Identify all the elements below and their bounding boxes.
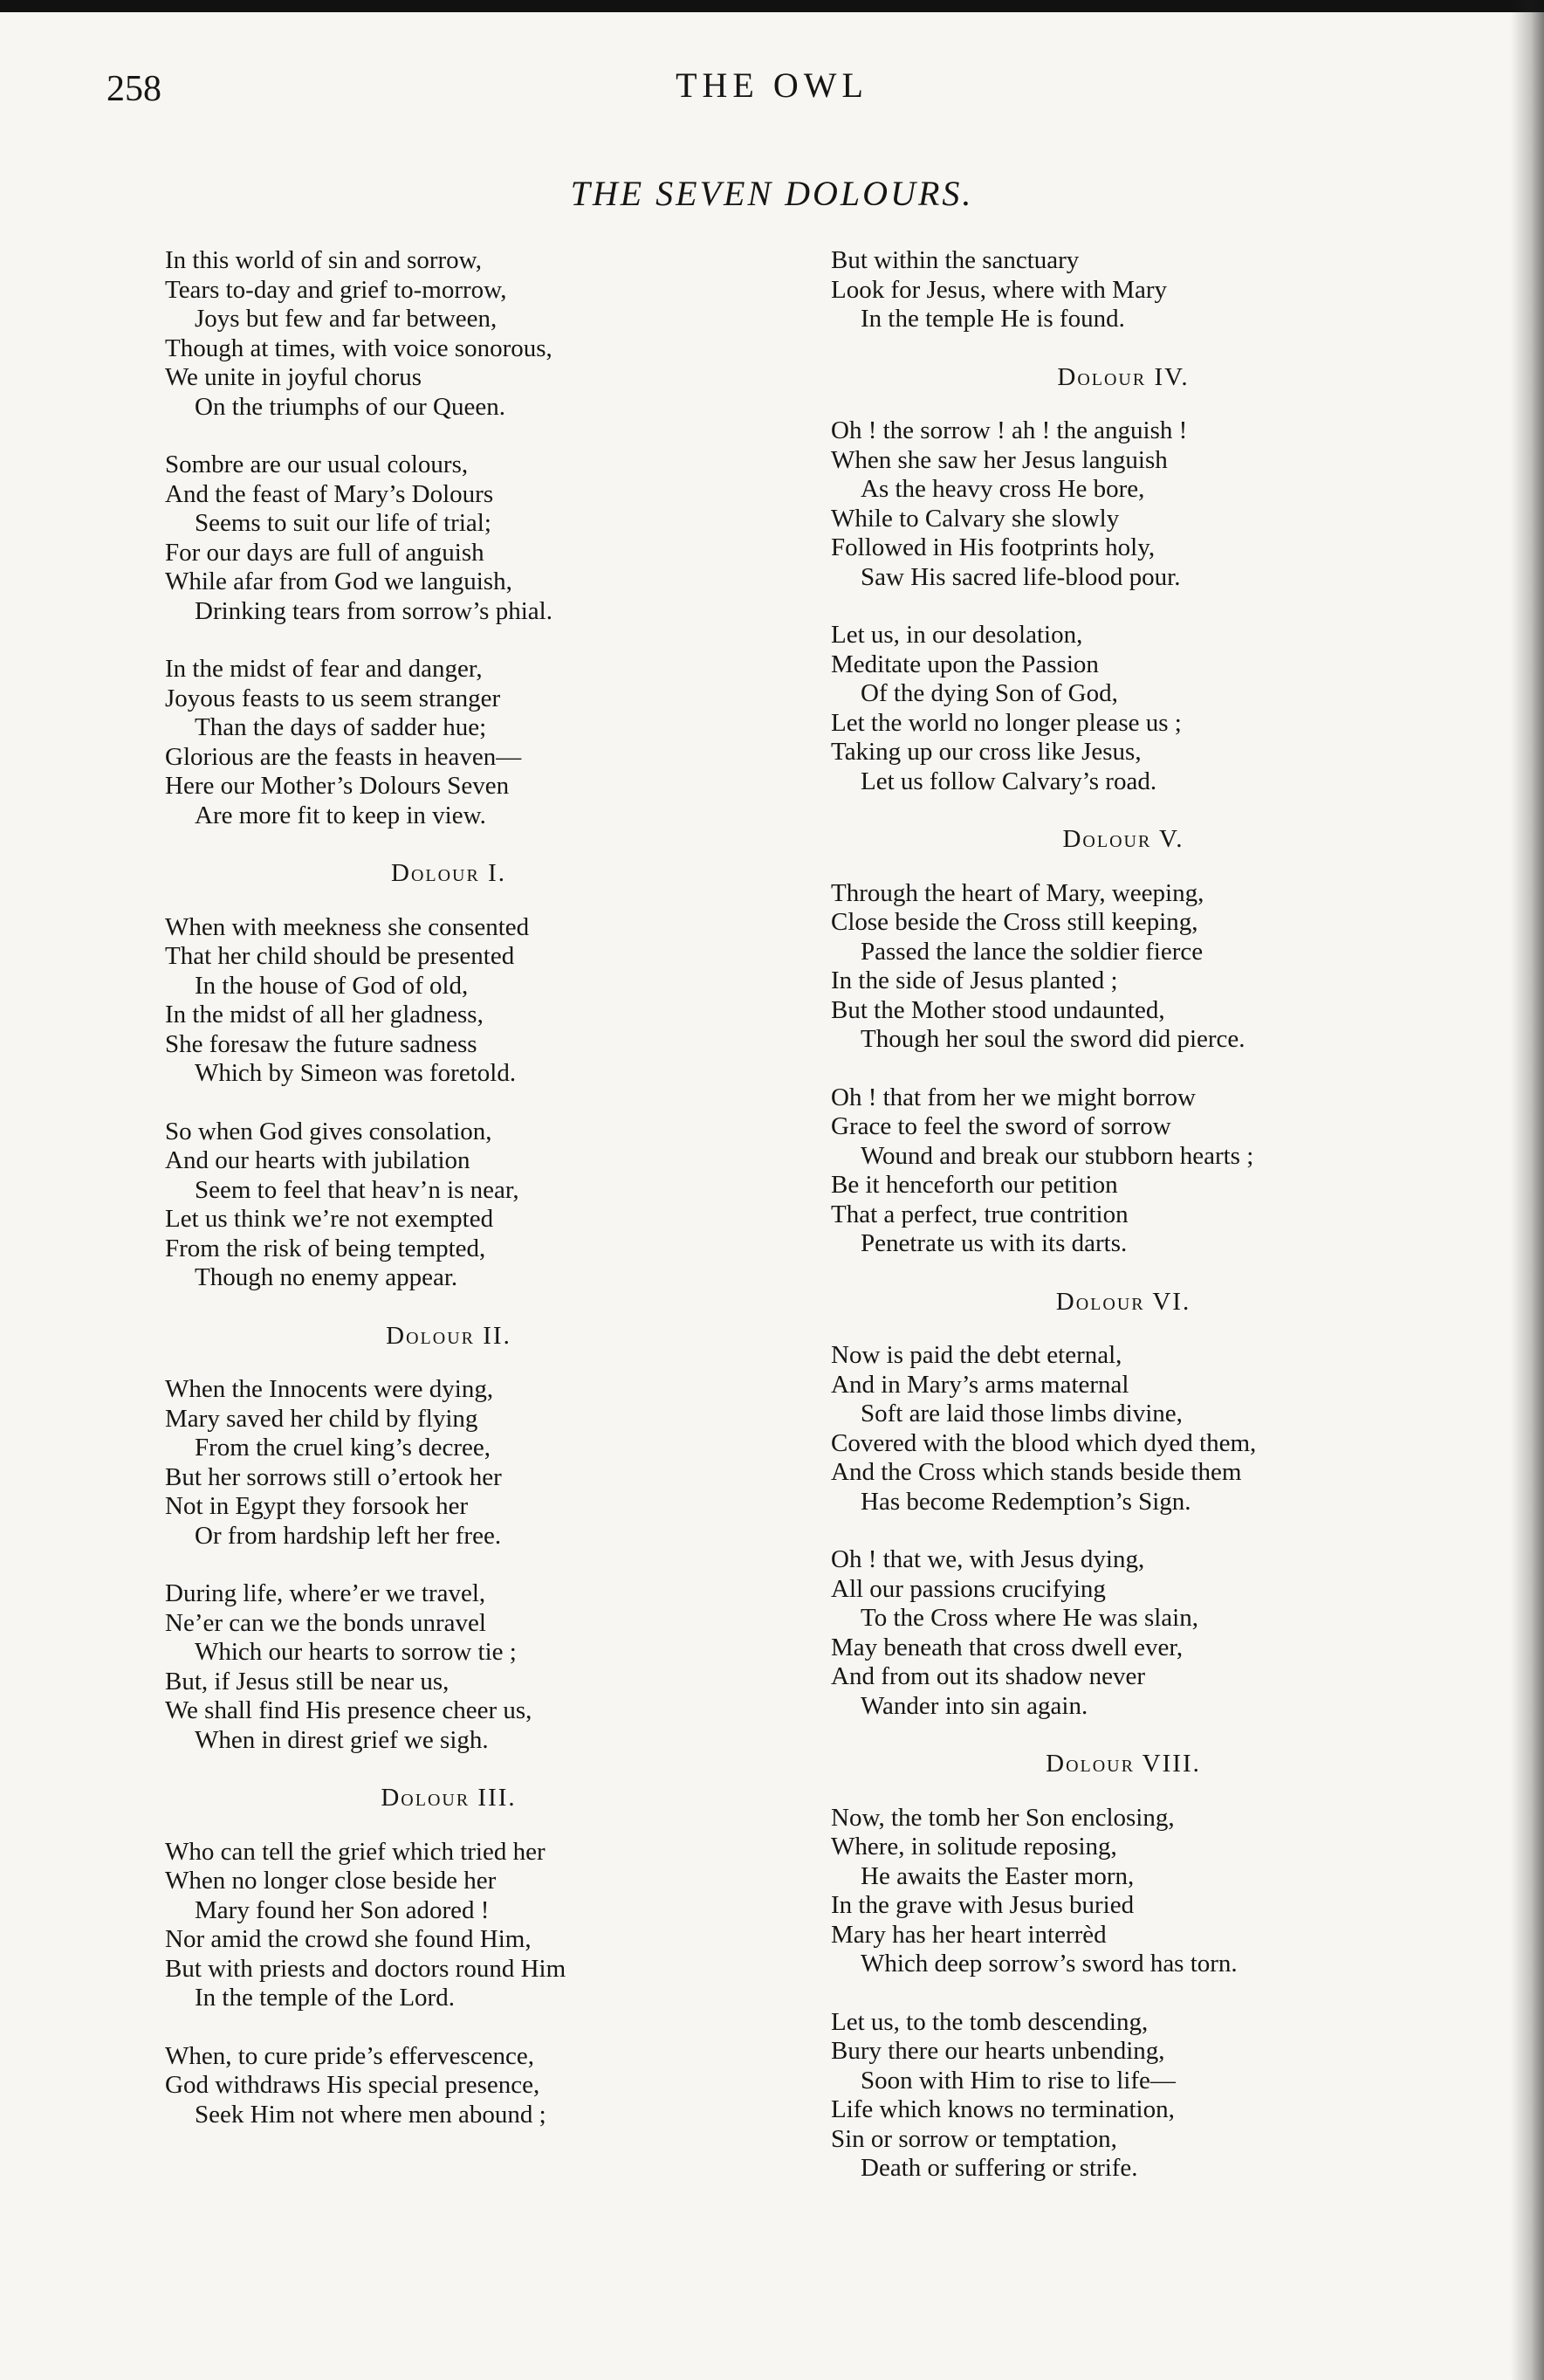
verse-line: Here our Mother’s Dolours Seven	[165, 772, 510, 800]
verse-line: Followed in His footprints holy,	[831, 533, 1156, 561]
stanza	[831, 1545, 1390, 1721]
verse-line: Grace to feel the sword of sorrow	[831, 1112, 1171, 1140]
verse-line: As the heavy cross He bore,	[861, 475, 1145, 503]
verse-line: Through the heart of Mary, weeping,	[831, 878, 1204, 907]
verse-line: Seems to suit our life of trial;	[195, 509, 491, 537]
stanza	[831, 1083, 1390, 1259]
dolour-heading: Dolour VI.	[1055, 1287, 1191, 1316]
verse-line: Let us, to the tomb descending,	[831, 2007, 1149, 2036]
verse-line: God withdraws His special presence,	[165, 2071, 540, 2099]
verse-line: Oh ! that from her we might borrow	[831, 1083, 1196, 1111]
stanza	[165, 913, 724, 1089]
verse-line: When in direst grief we sigh.	[195, 1725, 489, 1754]
poem-title: THE SEVEN DOLOURS.	[570, 174, 974, 213]
verse-line: When with meekness she consented	[165, 912, 530, 941]
verse-line: Now, the tomb her Son enclosing,	[831, 1803, 1175, 1832]
verse-line: Sombre are our usual colours,	[165, 451, 469, 478]
verse-line: In the temple He is found.	[861, 305, 1125, 333]
verse-line: Oh ! that we, with Jesus dying,	[831, 1545, 1145, 1573]
verse-line: Of the dying Son of God,	[861, 679, 1118, 707]
verse-line: When no longer close beside her	[165, 1867, 497, 1895]
page-edge-shadow	[1511, 0, 1544, 2380]
dolour-heading: Dolour II.	[386, 1321, 511, 1350]
stanza	[165, 1375, 724, 1551]
verse-line: Joys but few and far between,	[195, 305, 498, 333]
verse-line: Oh ! the sorrow ! ah ! the anguish !	[831, 416, 1188, 444]
verse-line: Mary has her heart interrèd	[831, 1920, 1107, 1949]
verse-line: Which by Simeon was foretold.	[195, 1059, 517, 1087]
verse-line: And from out its shadow never	[831, 1662, 1146, 1690]
verse-line: Life which knows no termination,	[831, 2095, 1175, 2123]
verse-line: Sin or sorrow or temptation,	[831, 2124, 1117, 2153]
verse-line: And in Mary’s arms maternal	[831, 1370, 1129, 1399]
verse-line: Look for Jesus, where with Mary	[831, 275, 1167, 304]
stanza	[165, 246, 724, 422]
verse-line: Saw His sacred life-blood pour.	[861, 562, 1181, 591]
verse-line: Or from hardship left her free.	[195, 1521, 502, 1550]
verse-line: Close beside the Cross still keeping,	[831, 908, 1198, 936]
dolour-heading: Dolour VIII.	[1046, 1750, 1201, 1778]
stanza	[165, 1118, 724, 1293]
verse-line: Now is paid the debt eternal,	[831, 1341, 1122, 1369]
verse-line: Which deep sorrow’s sword has torn.	[861, 1950, 1238, 1978]
stanza	[831, 246, 1390, 334]
verse-line: Tears to-day and grief to-morrow,	[165, 275, 507, 304]
verse-line: Though at times, with voice sonorous,	[165, 334, 552, 362]
right-column	[831, 246, 1390, 2212]
verse-line: Nor amid the crowd she found Him,	[165, 1925, 532, 1953]
verse-line: In the temple of the Lord.	[195, 1984, 455, 2012]
stanza	[165, 655, 724, 830]
verse-line: Seem to feel that heav’n is near,	[195, 1175, 519, 1204]
stanza	[165, 451, 724, 626]
stanza	[831, 2008, 1390, 2184]
stanza	[831, 621, 1390, 796]
verse-line: Mary saved her child by flying	[165, 1404, 478, 1433]
verse-line: Who can tell the grief which tried her	[165, 1837, 546, 1866]
verse-line: Joyous feasts to us seem stranger	[165, 684, 501, 712]
verse-line: Though no enemy appear.	[195, 1263, 458, 1291]
dolour-heading: Dolour III.	[381, 1784, 517, 1812]
verse-line: In the side of Jesus planted ;	[831, 966, 1118, 994]
running-head: THE OWL	[676, 65, 868, 105]
verse-line: When she saw her Jesus languish	[831, 445, 1168, 474]
verse-line: In the house of God of old,	[195, 971, 469, 1000]
verse-line: But, if Jesus still be near us,	[165, 1667, 449, 1696]
verse-line: Ne’er can we the bonds unravel	[165, 1608, 486, 1637]
verse-line: That a perfect, true contrition	[831, 1200, 1129, 1228]
verse-line: All our passions crucifying	[831, 1574, 1106, 1603]
verse-line: In the midst of fear and danger,	[165, 655, 483, 683]
dolour-heading: Dolour V.	[1062, 825, 1184, 853]
verse-line: While to Calvary she slowly	[831, 504, 1120, 533]
verse-line: Bury there our hearts unbending,	[831, 2037, 1165, 2065]
verse-line: But the Mother stood undaunted,	[831, 995, 1165, 1024]
verse-line: Where, in solitude reposing,	[831, 1833, 1117, 1861]
verse-line: While afar from God we languish,	[165, 567, 512, 595]
verse-line: Glorious are the feasts in heaven—	[165, 742, 522, 771]
verse-line: So when God gives consolation,	[165, 1117, 492, 1145]
verse-line: Has become Redemption’s Sign.	[861, 1487, 1191, 1516]
verse-line: And the Cross which stands beside them	[831, 1458, 1242, 1486]
verse-line: Penetrate us with its darts.	[861, 1229, 1128, 1257]
verse-line: On the triumphs of our Queen.	[195, 392, 505, 421]
verse-line: In this world of sin and sorrow,	[165, 246, 482, 274]
verse-line: In the grave with Jesus buried	[831, 1891, 1135, 1919]
verse-line: Wander into sin again.	[861, 1691, 1088, 1720]
verse-line: Not in Egypt they forsook her	[165, 1492, 469, 1520]
verse-line: And the feast of Mary’s Dolours	[165, 479, 494, 508]
verse-line: In the midst of all her gladness,	[165, 1001, 484, 1028]
verse-line: Passed the lance the soldier fierce	[861, 937, 1204, 966]
verse-line: Let us, in our desolation,	[831, 621, 1083, 649]
verse-line: Which our hearts to sorrow tie ;	[195, 1638, 517, 1666]
verse-line: We unite in joyful chorus	[165, 363, 422, 391]
verse-line: Wound and break our stubborn hearts ;	[861, 1141, 1254, 1170]
verse-line: When the Innocents were dying,	[165, 1375, 494, 1403]
dolour-heading: Dolour IV.	[1057, 362, 1190, 391]
verse-line: Let the world no longer please us ;	[831, 708, 1182, 737]
verse-line: Let us think we’re not exempted	[165, 1205, 494, 1233]
verse-line: During life, where’er we travel,	[165, 1579, 486, 1607]
verse-line: Meditate upon the Passion	[831, 650, 1099, 678]
verse-line: Be it henceforth our petition	[831, 1171, 1118, 1199]
verse-line: When, to cure pride’s effervescence,	[165, 2041, 534, 2070]
verse-line: From the risk of being tempted,	[165, 1234, 486, 1262]
stanza	[165, 1579, 724, 1755]
verse-line: Let us follow Calvary’s road.	[861, 767, 1157, 795]
verse-line: Taking up our cross like Jesus,	[831, 738, 1142, 766]
verse-line: Than the days of sadder hue;	[195, 713, 487, 741]
dolour-heading: Dolour I.	[391, 859, 506, 887]
verse-line: We shall find His presence cheer us,	[165, 1696, 532, 1724]
stanza	[165, 2042, 724, 2130]
verse-line: Are more fit to keep in view.	[195, 801, 486, 829]
verse-line: Soon with Him to rise to life—	[861, 2066, 1176, 2095]
stanza	[831, 1341, 1390, 1517]
page-number: 258	[106, 69, 161, 109]
verse-line: Though her soul the sword did pierce.	[861, 1025, 1245, 1053]
verse-line: Death or suffering or strife.	[861, 2154, 1138, 2182]
stanza	[831, 1804, 1390, 1979]
stanza	[831, 416, 1390, 592]
verse-line: Soft are laid those limbs divine,	[861, 1400, 1183, 1427]
verse-line: But within the sanctuary	[831, 246, 1080, 274]
stanza	[165, 1838, 724, 2013]
verse-line: Mary found her Son adored !	[195, 1895, 490, 1924]
verse-line: Seek Him not where men abound ;	[195, 2100, 546, 2129]
verse-line: From the cruel king’s decree,	[195, 1434, 491, 1462]
page-top-rule	[0, 0, 1544, 12]
verse-line: She foresaw the future sadness	[165, 1029, 477, 1058]
stanza	[831, 879, 1390, 1055]
verse-line: And our hearts with jubilation	[165, 1146, 470, 1174]
verse-line: May beneath that cross dwell ever,	[831, 1633, 1184, 1661]
verse-line: But her sorrows still o’ertook her	[165, 1462, 502, 1491]
verse-line: Drinking tears from sorrow’s phial.	[195, 596, 552, 625]
verse-line: That her child should be presented	[165, 942, 515, 970]
verse-line: Covered with the blood which dyed them,	[831, 1428, 1257, 1457]
verse-line: For our days are full of anguish	[165, 538, 484, 567]
verse-line: To the Cross where He was slain,	[861, 1604, 1198, 1632]
left-column	[165, 246, 724, 2158]
verse-line: He awaits the Easter morn,	[861, 1861, 1135, 1890]
verse-line: But with priests and doctors round Him	[165, 1954, 566, 1983]
